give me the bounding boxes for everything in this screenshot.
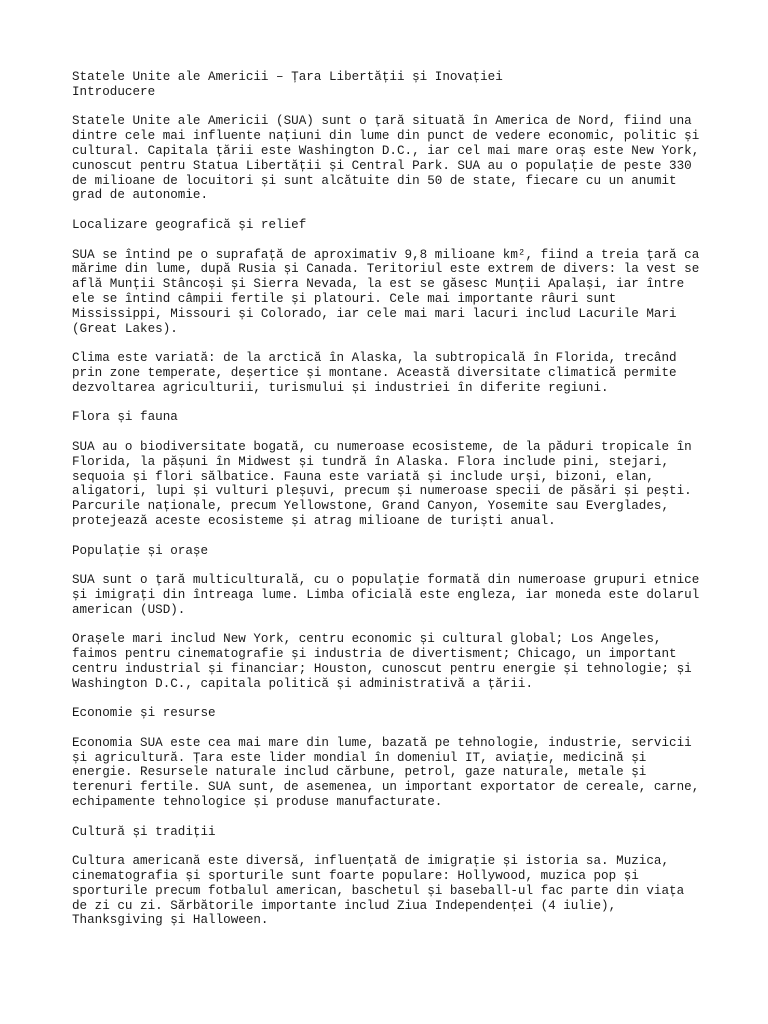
text-line: echipamente tehnologice și produse manufacturate.: [72, 795, 443, 810]
intro-paragraph: [72, 114, 712, 203]
text-line: Orașele mari includ New York, centru economic și cultural global; Los Angeles,: [72, 632, 662, 647]
document-page: [72, 70, 712, 943]
text-line: sporturile precum fotbalul american, baschetul și baseball-ul fac parte din viața: [72, 883, 685, 898]
text-line: cinematografia și sporturile sunt foarte populare: Hollywood, muzica pop și: [72, 869, 639, 884]
paragraph: [72, 632, 712, 691]
text-line: SUA sunt o țară multiculturală, cu o populație formată din numeroase grupuri etnice: [72, 573, 700, 588]
section-heading-flora-fauna: Flora și fauna: [72, 410, 178, 425]
text-line: SUA au o biodiversitate bogată, cu numeroase ecosisteme, de la păduri tropicale în: [72, 439, 692, 454]
text-line: aligatori, lupi și vulturi pleșuvi, precum și numeroase specii de păsări și pești.: [72, 484, 692, 499]
text-line: Clima este variată: de la arctică în Alaska, la subtropicală în Florida, trecând: [72, 351, 677, 366]
text-line: Florida, la pășuni în Midwest și tundră în Alaska. Flora include pini, stejari,: [72, 454, 670, 469]
text-line: american (USD).: [72, 602, 186, 617]
text-line: cultural. Capitala țării este Washington D.C., iar cel mai mare oraș este New York,: [72, 143, 700, 158]
text-line: terenuri fertile. SUA sunt, de asemenea, un important exportator de cereale, carne,: [72, 780, 700, 795]
paragraph: [72, 440, 712, 529]
text-line: faimos pentru cinematografie și industria de divertisment; Chicago, un important: [72, 647, 677, 662]
text-line: Thanksgiving și Halloween.: [72, 913, 269, 928]
document-title: Statele Unite ale Americii – Țara Libertății și Inovației: [72, 70, 503, 84]
text-line: ele se întind câmpii fertile și platouri. Cele mai importante râuri sunt: [72, 291, 617, 306]
text-line: mărime din lume, după Rusia și Canada. Teritoriul este extrem de divers: la vest se: [72, 262, 700, 277]
paragraph: [72, 248, 712, 337]
text-line: Mississippi, Missouri și Colorado, iar cele mai mari lacuri includ Lacurile Mari: [72, 306, 677, 321]
paragraph: [72, 573, 712, 617]
text-line: grad de autonomie.: [72, 188, 209, 203]
text-line: dezvoltarea agriculturii, turismului și industriei în diferite regiuni.: [72, 380, 609, 395]
text-line: (Great Lakes).: [72, 321, 178, 336]
text-line: cunoscut pentru Statua Libertății și Central Park. SUA au o populație de peste 330: [72, 158, 692, 173]
paragraph: [72, 736, 712, 810]
text-line: protejează aceste ecosisteme și atrag milioane de turiști anual.: [72, 513, 556, 528]
text-line: SUA se întind pe o suprafață de aproximativ 9,8 milioane km², fiind a treia țară ca: [72, 247, 700, 262]
text-line: dintre cele mai influente națiuni din lume din punct de vedere economic, politic și: [72, 129, 700, 144]
text-line: Statele Unite ale Americii (SUA) sunt o țară situată în America de Nord, fiind una: [72, 114, 692, 129]
section-heading-population: Populație și orașe: [72, 543, 209, 558]
text-line: află Munții Stâncoși și Sierra Nevada, la est se găsesc Munții Apalași, iar între: [72, 277, 685, 292]
text-line: Parcurile naționale, precum Yellowstone, Grand Canyon, Yosemite sau Everglades,: [72, 499, 670, 514]
text-line: de zi cu zi. Sărbătorile importante includ Ziua Independenței (4 iulie),: [72, 898, 617, 913]
text-line: de milioane de locuitori și sunt alcătuite din 50 de state, fiecare cu un anumit: [72, 173, 677, 188]
paragraph: [72, 351, 712, 395]
intro-heading: Introducere: [72, 84, 156, 99]
text-line: centru industrial și financiar; Houston, cunoscut pentru energie și tehnologie; și: [72, 661, 692, 676]
text-line: și imigrați din întreaga lume. Limba oficială este engleza, iar moneda este dolarul: [72, 587, 700, 602]
text-line: sequoia și flori sălbatice. Fauna este variată și include urși, bizoni, elan,: [72, 469, 654, 484]
text-line: Economia SUA este cea mai mare din lume, bazată pe tehnologie, industrie, servicii: [72, 735, 692, 750]
title-block: [72, 70, 712, 100]
text-line: prin zone temperate, deșertice și montane. Această diversitate climatică permite: [72, 365, 677, 380]
text-line: energie. Resursele naturale includ cărbune, petrol, gaze naturale, metale și: [72, 765, 647, 780]
section-heading-culture: Cultură și tradiții: [72, 824, 216, 839]
text-line: Cultura americană este diversă, influențată de imigrație și istoria sa. Muzica,: [72, 854, 670, 869]
paragraph: [72, 854, 712, 928]
section-heading-economy: Economie și resurse: [72, 706, 216, 721]
text-line: Washington D.C., capitala politică și administrativă a țării.: [72, 676, 534, 691]
section-heading-geography: Localizare geografică și relief: [72, 217, 307, 232]
text-line: și agricultură. Țara este lider mondial în domeniul IT, aviație, medicină și: [72, 750, 647, 765]
